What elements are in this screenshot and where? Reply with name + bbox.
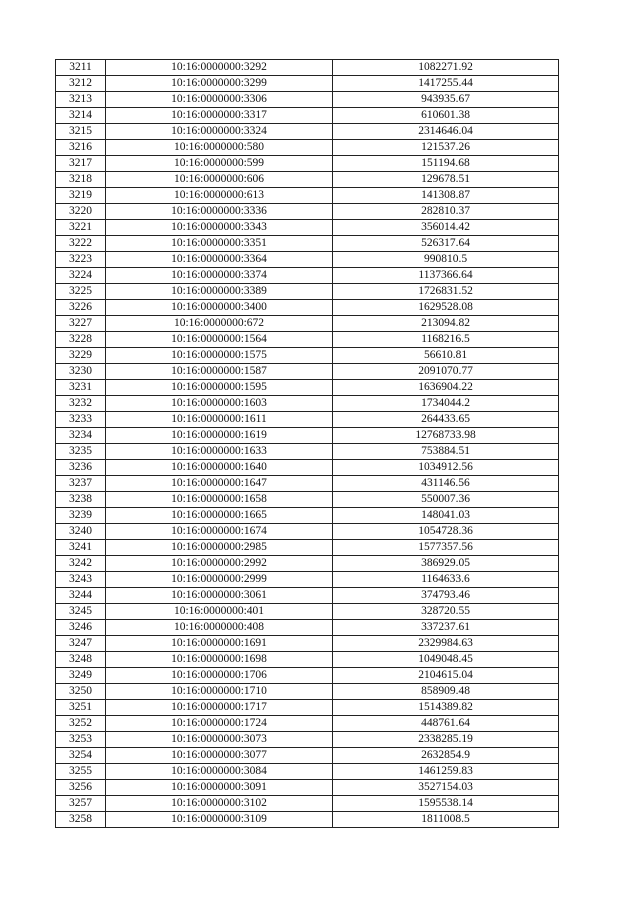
table-row [56,636,559,652]
cadastral-number-cell: 10:16:0000000:3073 [106,732,333,748]
table-row [56,588,559,604]
value-cell: 2338285.19 [333,732,559,748]
table-row [56,332,559,348]
cadastral-number-cell: 10:16:0000000:1647 [106,476,333,492]
row-number-cell: 3214 [56,108,106,124]
value-cell: 148041.03 [333,508,559,524]
row-number-cell: 3237 [56,476,106,492]
row-number-cell: 3231 [56,380,106,396]
table-row [56,812,559,828]
row-number-cell: 3232 [56,396,106,412]
table-row [56,156,559,172]
cadastral-number-cell: 10:16:0000000:1603 [106,396,333,412]
row-number-cell: 3246 [56,620,106,636]
value-cell: 2632854.9 [333,748,559,764]
value-cell: 282810.37 [333,204,559,220]
cadastral-number-cell: 10:16:0000000:1611 [106,412,333,428]
row-number-cell: 3251 [56,700,106,716]
row-number-cell: 3219 [56,188,106,204]
row-number-cell: 3225 [56,284,106,300]
table-row [56,284,559,300]
value-cell: 1049048.45 [333,652,559,668]
cadastral-number-cell: 10:16:0000000:3343 [106,220,333,236]
value-cell: 12768733.98 [333,428,559,444]
row-number-cell: 3224 [56,268,106,284]
row-number-cell: 3255 [56,764,106,780]
value-cell: 943935.67 [333,92,559,108]
table-row [56,572,559,588]
value-cell: 1168216.5 [333,332,559,348]
row-number-cell: 3236 [56,460,106,476]
table-row [56,108,559,124]
value-cell: 858909.48 [333,684,559,700]
table-row [56,380,559,396]
row-number-cell: 3233 [56,412,106,428]
value-cell: 374793.46 [333,588,559,604]
value-cell: 1726831.52 [333,284,559,300]
table-row [56,188,559,204]
table-row [56,668,559,684]
table-row [56,780,559,796]
table-row [56,652,559,668]
table-row [56,140,559,156]
row-number-cell: 3253 [56,732,106,748]
cadastral-number-cell: 10:16:0000000:2999 [106,572,333,588]
row-number-cell: 3235 [56,444,106,460]
value-cell: 213094.82 [333,316,559,332]
value-cell: 1577357.56 [333,540,559,556]
value-cell: 2314646.04 [333,124,559,140]
table-row [56,396,559,412]
value-cell: 1514389.82 [333,700,559,716]
cadastral-number-cell: 10:16:0000000:1640 [106,460,333,476]
table-row [56,348,559,364]
table-row [56,252,559,268]
cadastral-number-cell: 10:16:0000000:1710 [106,684,333,700]
table-row [56,364,559,380]
value-cell: 151194.68 [333,156,559,172]
row-number-cell: 3216 [56,140,106,156]
cadastral-number-cell: 10:16:0000000:1575 [106,348,333,364]
row-number-cell: 3220 [56,204,106,220]
table-row [56,556,559,572]
cadastral-number-cell: 10:16:0000000:1691 [106,636,333,652]
cadastral-number-cell: 10:16:0000000:672 [106,316,333,332]
cadastral-number-cell: 10:16:0000000:3336 [106,204,333,220]
table-row [56,236,559,252]
table-row [56,684,559,700]
row-number-cell: 3221 [56,220,106,236]
row-number-cell: 3213 [56,92,106,108]
cadastral-number-cell: 10:16:0000000:1595 [106,380,333,396]
table-row [56,620,559,636]
table-row [56,460,559,476]
cadastral-number-cell: 10:16:0000000:1674 [106,524,333,540]
cadastral-number-cell: 10:16:0000000:1619 [106,428,333,444]
table-row [56,428,559,444]
value-cell: 386929.05 [333,556,559,572]
row-number-cell: 3256 [56,780,106,796]
value-cell: 328720.55 [333,604,559,620]
value-cell: 2329984.63 [333,636,559,652]
row-number-cell: 3243 [56,572,106,588]
cadastral-number-cell: 10:16:0000000:3299 [106,76,333,92]
row-number-cell: 3250 [56,684,106,700]
table-row [56,220,559,236]
cadastral-number-cell: 10:16:0000000:3306 [106,92,333,108]
cadastral-number-cell: 10:16:0000000:3102 [106,796,333,812]
table-row [56,796,559,812]
cadastral-number-cell: 10:16:0000000:2992 [106,556,333,572]
value-cell: 1811008.5 [333,812,559,828]
table-row [56,524,559,540]
row-number-cell: 3247 [56,636,106,652]
table-row [56,124,559,140]
value-cell: 2091070.77 [333,364,559,380]
value-cell: 264433.65 [333,412,559,428]
cadastral-number-cell: 10:16:0000000:2985 [106,540,333,556]
row-number-cell: 3227 [56,316,106,332]
row-number-cell: 3244 [56,588,106,604]
cadastral-number-cell: 10:16:0000000:3084 [106,764,333,780]
row-number-cell: 3226 [56,300,106,316]
value-cell: 1137366.64 [333,268,559,284]
cadastral-number-cell: 10:16:0000000:3061 [106,588,333,604]
row-number-cell: 3257 [56,796,106,812]
row-number-cell: 3218 [56,172,106,188]
value-cell: 448761.64 [333,716,559,732]
table-row [56,732,559,748]
row-number-cell: 3242 [56,556,106,572]
table-row [56,316,559,332]
row-number-cell: 3238 [56,492,106,508]
value-cell: 990810.5 [333,252,559,268]
table-row [56,700,559,716]
row-number-cell: 3240 [56,524,106,540]
table-row [56,540,559,556]
value-cell: 1595538.14 [333,796,559,812]
cadastral-number-cell: 10:16:0000000:1587 [106,364,333,380]
row-number-cell: 3254 [56,748,106,764]
value-cell: 526317.64 [333,236,559,252]
table-row [56,268,559,284]
table-row [56,492,559,508]
cadastral-number-cell: 10:16:0000000:1724 [106,716,333,732]
row-number-cell: 3252 [56,716,106,732]
row-number-cell: 3223 [56,252,106,268]
table-row [56,716,559,732]
table-body [56,60,559,828]
value-cell: 1461259.83 [333,764,559,780]
row-number-cell: 3239 [56,508,106,524]
table-row [56,764,559,780]
value-cell: 1082271.92 [333,60,559,76]
value-cell: 2104615.04 [333,668,559,684]
table-row [56,172,559,188]
table-row [56,204,559,220]
cadastral-number-cell: 10:16:0000000:3077 [106,748,333,764]
value-cell: 141308.87 [333,188,559,204]
value-cell: 129678.51 [333,172,559,188]
row-number-cell: 3222 [56,236,106,252]
cadastral-number-cell: 10:16:0000000:3389 [106,284,333,300]
value-cell: 1629528.08 [333,300,559,316]
cadastral-number-cell: 10:16:0000000:408 [106,620,333,636]
cadastral-number-cell: 10:16:0000000:1658 [106,492,333,508]
cadastral-number-cell: 10:16:0000000:3317 [106,108,333,124]
cadastral-number-cell: 10:16:0000000:1717 [106,700,333,716]
cadastral-number-cell: 10:16:0000000:401 [106,604,333,620]
cadastral-number-cell: 10:16:0000000:580 [106,140,333,156]
table-row [56,508,559,524]
table-row [56,748,559,764]
cadastral-number-cell: 10:16:0000000:3374 [106,268,333,284]
cadastral-number-cell: 10:16:0000000:3351 [106,236,333,252]
table-row [56,60,559,76]
value-cell: 753884.51 [333,444,559,460]
row-number-cell: 3212 [56,76,106,92]
row-number-cell: 3258 [56,812,106,828]
cadastral-number-cell: 10:16:0000000:3109 [106,812,333,828]
parcel-table [55,59,559,828]
cadastral-number-cell: 10:16:0000000:606 [106,172,333,188]
table-row [56,412,559,428]
value-cell: 431146.56 [333,476,559,492]
cadastral-number-cell: 10:16:0000000:3292 [106,60,333,76]
row-number-cell: 3217 [56,156,106,172]
value-cell: 337237.61 [333,620,559,636]
value-cell: 1734044.2 [333,396,559,412]
cadastral-number-cell: 10:16:0000000:3364 [106,252,333,268]
row-number-cell: 3230 [56,364,106,380]
table-row [56,76,559,92]
value-cell: 1417255.44 [333,76,559,92]
value-cell: 610601.38 [333,108,559,124]
row-number-cell: 3215 [56,124,106,140]
table-row [56,476,559,492]
row-number-cell: 3241 [56,540,106,556]
cadastral-number-cell: 10:16:0000000:1698 [106,652,333,668]
cadastral-number-cell: 10:16:0000000:1633 [106,444,333,460]
cadastral-number-cell: 10:16:0000000:3324 [106,124,333,140]
row-number-cell: 3234 [56,428,106,444]
value-cell: 356014.42 [333,220,559,236]
table-row [56,300,559,316]
cadastral-number-cell: 10:16:0000000:1665 [106,508,333,524]
cadastral-number-cell: 10:16:0000000:1564 [106,332,333,348]
cadastral-number-cell: 10:16:0000000:1706 [106,668,333,684]
value-cell: 1636904.22 [333,380,559,396]
table-row [56,92,559,108]
row-number-cell: 3228 [56,332,106,348]
value-cell: 1054728.36 [333,524,559,540]
table-row [56,444,559,460]
value-cell: 3527154.03 [333,780,559,796]
cadastral-number-cell: 10:16:0000000:599 [106,156,333,172]
row-number-cell: 3229 [56,348,106,364]
table-row [56,604,559,620]
row-number-cell: 3245 [56,604,106,620]
cadastral-number-cell: 10:16:0000000:613 [106,188,333,204]
value-cell: 121537.26 [333,140,559,156]
value-cell: 1164633.6 [333,572,559,588]
value-cell: 56610.81 [333,348,559,364]
value-cell: 1034912.56 [333,460,559,476]
row-number-cell: 3249 [56,668,106,684]
cadastral-number-cell: 10:16:0000000:3400 [106,300,333,316]
row-number-cell: 3248 [56,652,106,668]
cadastral-number-cell: 10:16:0000000:3091 [106,780,333,796]
value-cell: 550007.36 [333,492,559,508]
row-number-cell: 3211 [56,60,106,76]
